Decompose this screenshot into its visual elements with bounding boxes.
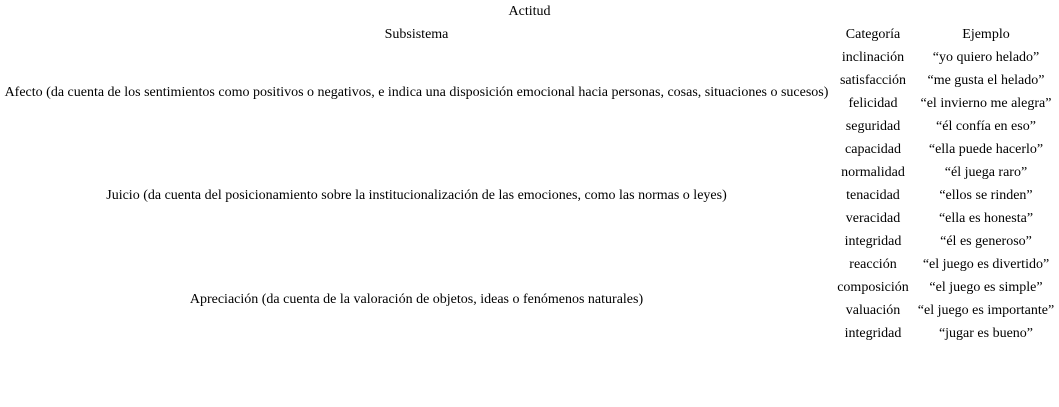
- example-cell: “el juego es divertido”: [922, 257, 1050, 272]
- example-cell: “jugar es bueno”: [938, 326, 1034, 341]
- table-row: [0, 138, 1059, 161]
- category-cell: normalidad: [841, 165, 905, 180]
- example-cell: “yo quiero helado”: [932, 50, 1040, 65]
- example-cell: “él confía en eso”: [936, 119, 1036, 134]
- table-row: [0, 46, 1059, 69]
- category-cell: valuación: [845, 303, 901, 318]
- category-cell: veracidad: [845, 211, 901, 226]
- example-cell: “él es generoso”: [940, 234, 1032, 249]
- example-cell: “me gusta el helado”: [927, 73, 1045, 88]
- subsystem-cell: Juicio (da cuenta del posicionamiento sobre la institucionalización de las emociones, como las normas o leyes): [106, 188, 727, 203]
- example-cell: “el juego es importante”: [917, 303, 1055, 318]
- category-cell: satisfacción: [839, 73, 907, 88]
- table-title: Actitud: [508, 4, 551, 19]
- category-cell: seguridad: [845, 119, 901, 134]
- example-cell: “ella es honesta”: [938, 211, 1034, 226]
- example-cell: “ella puede hacerlo”: [928, 142, 1044, 157]
- category-cell: integridad: [844, 326, 902, 341]
- category-cell: composición: [837, 280, 909, 295]
- example-cell: “el invierno me alegra”: [920, 96, 1052, 111]
- subsystem-cell: Afecto (da cuenta de los sentimientos como positivos o negativos, e indica una disposición emocional hacia personas, cosas, situaciones o sucesos): [4, 84, 829, 100]
- category-cell: reacción: [849, 257, 897, 272]
- example-cell: “el juego es simple”: [929, 280, 1043, 295]
- header-row: [0, 23, 1059, 46]
- title-row: [0, 0, 1059, 23]
- header-category: Categoría: [845, 27, 901, 42]
- category-cell: felicidad: [848, 96, 898, 111]
- header-example: Ejemplo: [962, 27, 1010, 42]
- example-cell: “él juega raro”: [944, 165, 1028, 180]
- table-row: [0, 253, 1059, 276]
- category-cell: inclinación: [841, 50, 905, 65]
- header-subsystem: Subsistema: [384, 27, 449, 42]
- category-cell: capacidad: [845, 142, 901, 157]
- subsystem-cell: Apreciación (da cuenta de la valoración de objetos, ideas o fenómenos naturales): [189, 291, 644, 307]
- category-cell: integridad: [844, 234, 902, 249]
- example-cell: “ellos se rinden”: [939, 188, 1033, 203]
- category-cell: tenacidad: [846, 188, 900, 203]
